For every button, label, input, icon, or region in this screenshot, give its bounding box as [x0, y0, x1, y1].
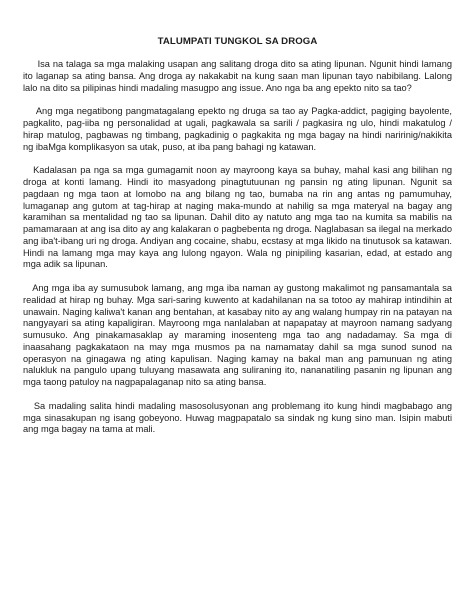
paragraph-drug-trade: Kadalasan pa nga sa mga gumagamit noon ay mayroong kaya sa buhay, mahal kasi ang bilihan ng droga at konti lamang. Hindi ito masyadong pinagtutuunan ng pansin ng ating lipunan. Ngunit sa pagdaan ng mga taon at lomobo na ang bilang ng tao, bumaba na rin ang antas ng pamumuhay, lumaganap ang gutom at tag-hirap at naging maka-mundo at nahilig sa mga materyal na bagay ang karamihan sa mentalidad ng tao sa lipunan. Dahil dito ay natuto ang mga tao na kumita sa mabilis na pamamaraan at ang isa dito ay ang kalakaran o pagbebenta ng droga. Naglabasan sa ilegal na merkado ang iba't-ibang uri ng droga. Andiyan ang cocaine, shabu, ecstasy at mga likido na tinutusok sa katawan. Hindi na lamang mga may kaya ang lulong ngayon. Wala ng pinipiling kasarian, edad, at estado ang mga adik sa lipunan. — [23, 165, 452, 270]
paragraph-conclusion: Sa madaling salita hindi madaling masosolusyonan ang problemang ito kung hindi magbabago ang mga sinasakupan ng isang gobeyono. Huwag magpapatalo sa sindak ng kung sino man. Isipin mabuti ang mga bagay na tama at mali. — [23, 400, 452, 435]
paragraph-intro: Isa na talaga sa mga malaking usapan ang salitang droga dito sa ating lipunan. Ngunit hindi lamang ito laganap sa ating bansa. Ang droga ay nakakabit na kung saan man lipunan tayo nabibilang. Lalong lalo na dito sa pilipinas hindi madaling masugpo ang issue. Ano nga ba ang epekto nito sa tao? — [23, 59, 452, 93]
document-title: TALUMPATI TUNGKOL SA DROGA — [157, 36, 318, 47]
paragraph-reasons-killings: Ang mga iba ay sumusubok lamang, ang mga iba naman ay gustong makalimot ng pansamantala sa realidad at hirap ng buhay. Mga sari-saring kuwento at kadahilanan na sa totoo ay mahirap intindihin at unawain. Naging kaliwa't kanan ang bentahan, at kasabay nito ay ang walang humpay rin na patayan na nangyayari sa ating kapaligiran. Mayroong mga nanlalaban at napapatay at mayroon namang sadyang sumusuko. Ang pinakamasaklap ay maraming inosenteng mga tao ang nadadamay. Sa mga di inaasahang pagkakataon na may mga musmos pa na namamatay dahil sa mga sunod sunod na operasyon na ginagawa ng ating kapulisan. Naging kamay na bakal man ang pamunuan ng ating nalukluk na pangulo upang tuluyang masawata ang suliraning ito, nananatiling pasanin ng lipunan ang mga taong patuloy na nagpapalaganap nito sa ating bansa. — [23, 283, 452, 387]
paragraph-negative-effects: Ang mga negatibong pangmatagalang epekto ng druga sa tao ay Pagka-addict, pagiging bayolente, pagkalito, pag-iiba ng personalidad at ugali, pagkawala sa sarili / pagkasira ng ulo, hindi makatulog / hirap matulog, pagbawas ng timbang, pagkadinig o pagkakita ng mga bagay na hindi naririnig/nakikita ng ibaMga komplikasyon sa utak, puso, at iba pang bahagi ng katawan. — [23, 106, 452, 152]
